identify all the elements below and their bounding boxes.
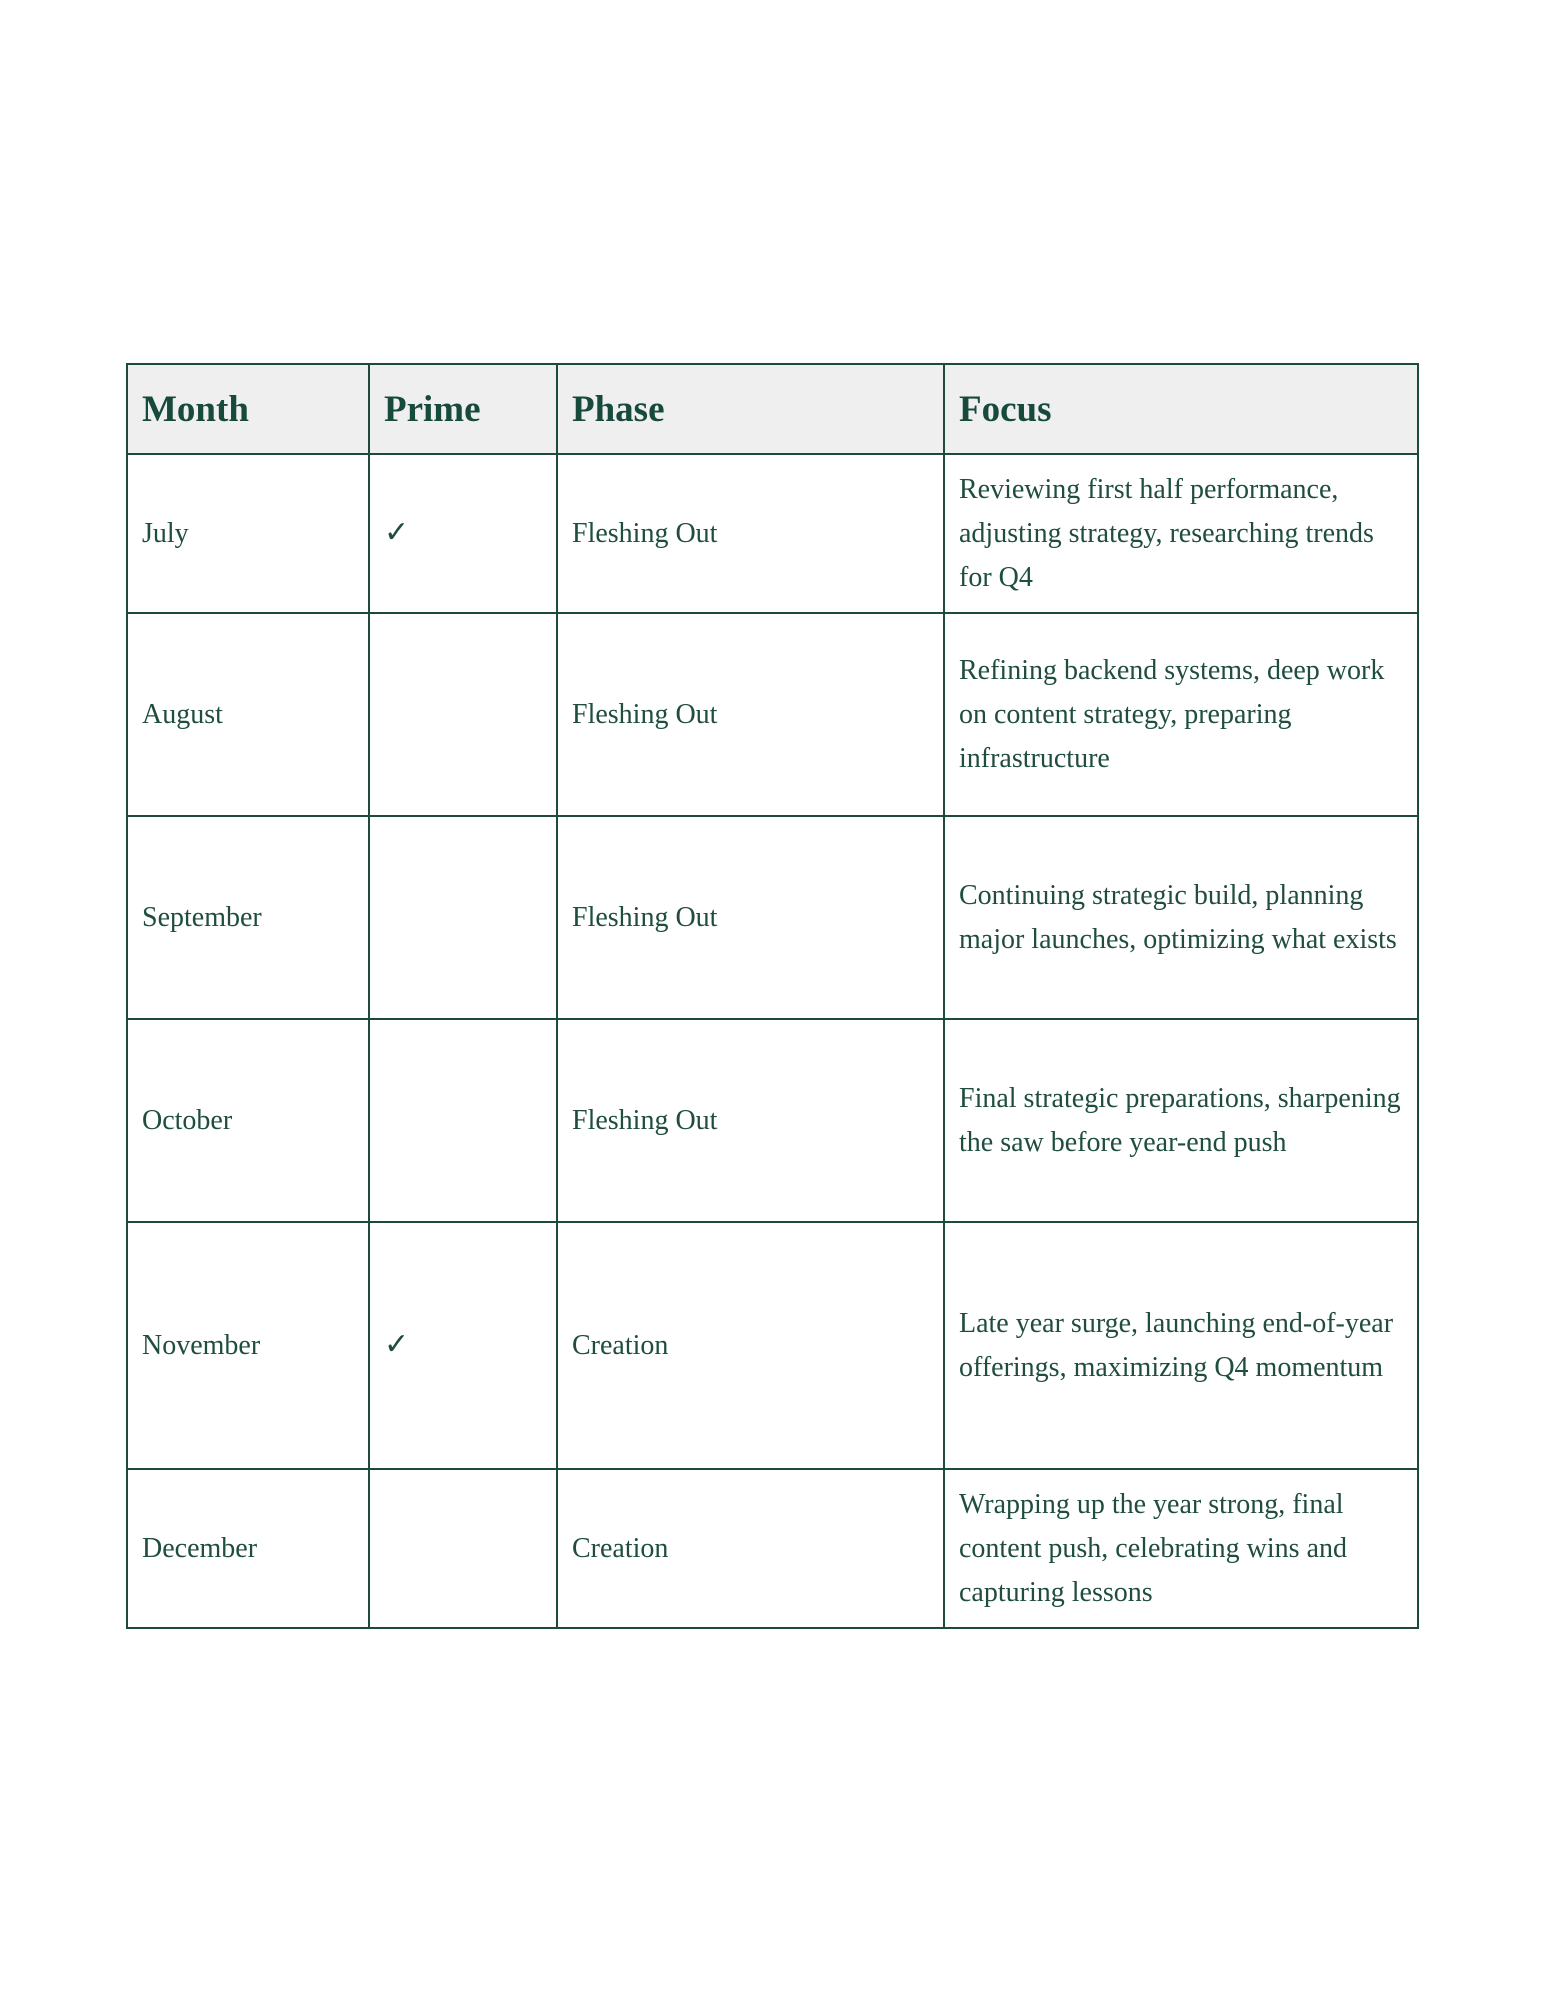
table-row <box>127 613 1418 816</box>
focus-cell: Reviewing first half performance, adjusting strategy, researching trends for Q4 <box>944 454 1418 613</box>
table-row <box>127 816 1418 1019</box>
table-body <box>127 454 1418 1628</box>
focus-cell: Refining backend systems, deep work on content strategy, preparing infrastructure <box>944 613 1418 816</box>
phase-cell: Fleshing Out <box>557 816 944 1019</box>
schedule-table <box>126 363 1419 1629</box>
header-month: Month <box>127 364 369 454</box>
month-cell: August <box>127 613 369 816</box>
checkmark-icon: ✓ <box>384 1327 410 1362</box>
phase-cell: Fleshing Out <box>557 613 944 816</box>
month-cell: July <box>127 454 369 613</box>
phase-cell: Creation <box>557 1222 944 1469</box>
prime-cell <box>369 1019 557 1222</box>
prime-cell <box>369 1469 557 1628</box>
table-row <box>127 1019 1418 1222</box>
header-focus: Focus <box>944 364 1418 454</box>
header-phase: Phase <box>557 364 944 454</box>
month-cell: November <box>127 1222 369 1469</box>
phase-cell: Fleshing Out <box>557 1019 944 1222</box>
month-cell: December <box>127 1469 369 1628</box>
focus-cell: Final strategic preparations, sharpening the saw before year-end push <box>944 1019 1418 1222</box>
prime-cell <box>369 613 557 816</box>
focus-cell: Late year surge, launching end-of-year offerings, maximizing Q4 momentum <box>944 1222 1418 1469</box>
table-header <box>127 364 1418 454</box>
header-row <box>127 364 1418 454</box>
phase-cell: Fleshing Out <box>557 454 944 613</box>
table-row <box>127 454 1418 613</box>
header-prime: Prime <box>369 364 557 454</box>
prime-cell <box>369 454 557 613</box>
table-row <box>127 1222 1418 1469</box>
prime-cell <box>369 1222 557 1469</box>
focus-cell: Continuing strategic build, planning major launches, optimizing what exists <box>944 816 1418 1019</box>
prime-cell <box>369 816 557 1019</box>
month-cell: October <box>127 1019 369 1222</box>
month-cell: September <box>127 816 369 1019</box>
checkmark-icon: ✓ <box>384 515 410 550</box>
phase-cell: Creation <box>557 1469 944 1628</box>
focus-cell: Wrapping up the year strong, final content push, celebrating wins and capturing lessons <box>944 1469 1418 1628</box>
table-row <box>127 1469 1418 1628</box>
